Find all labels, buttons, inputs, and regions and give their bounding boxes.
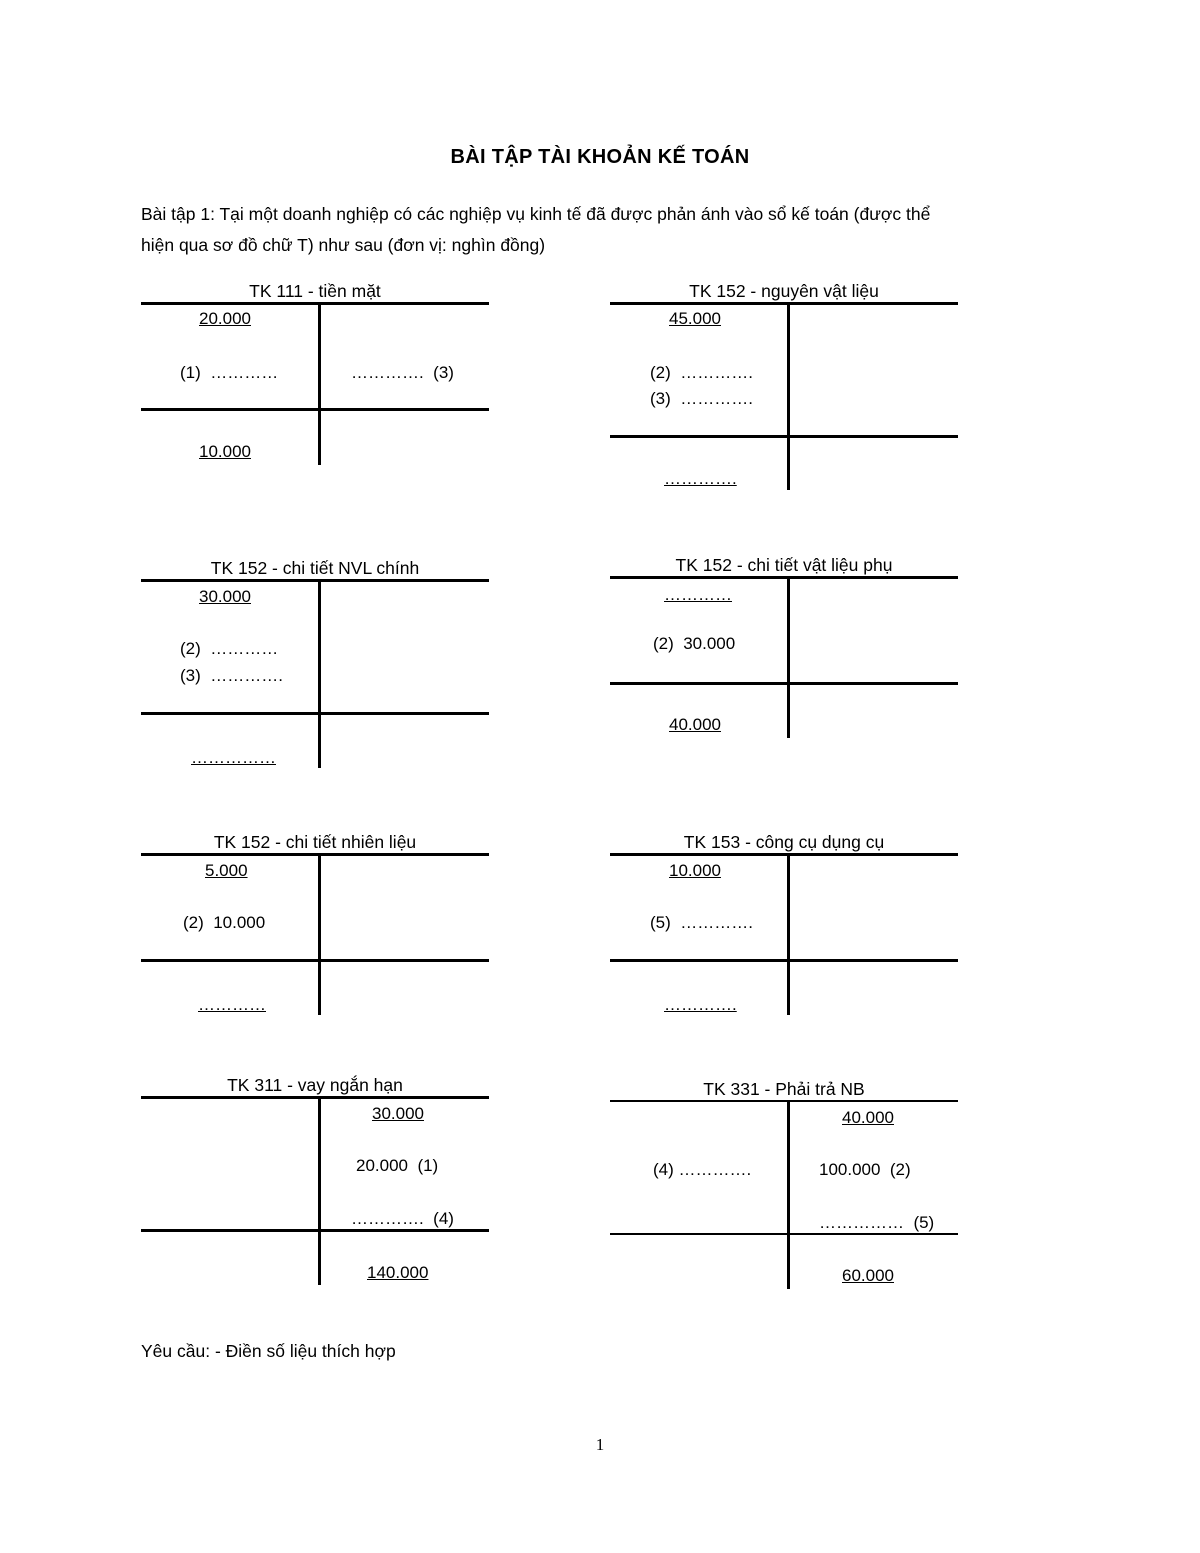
- closing-balance: 60.000: [842, 1266, 894, 1285]
- t-account-divider: [787, 302, 790, 490]
- opening-balance: 30.000: [372, 1104, 424, 1123]
- credit-entry-2: …………… (5): [819, 1213, 935, 1232]
- t-account-tk311: [141, 1075, 489, 1287]
- t-account-top-line: [141, 302, 489, 305]
- debit-entry-1: (2) 30.000: [653, 634, 736, 653]
- t-account-title: TK 152 - chi tiết nhiên liệu: [213, 832, 417, 852]
- t-account-tk152: [610, 281, 958, 491]
- closing-balance: ……………: [191, 748, 276, 767]
- t-account-balance-line: [610, 435, 958, 438]
- opening-balance: 45.000: [669, 309, 721, 328]
- t-account-top-line: [141, 579, 489, 582]
- t-account-title: TK 331 - Phải trả NB: [703, 1079, 865, 1099]
- credit-entry-1: …………. (3): [351, 363, 454, 382]
- t-account-tk152-vl-phu: [610, 555, 958, 740]
- page-number: 1: [595, 1435, 605, 1454]
- t-account-divider: [787, 576, 790, 738]
- debit-entry-1: (4) ………….: [653, 1160, 752, 1179]
- t-account-balance-line: [141, 1229, 489, 1232]
- t-account-top-line: [610, 576, 958, 579]
- t-account-divider: [318, 853, 321, 1015]
- debit-entry-2: (3) ………….: [180, 666, 283, 685]
- t-account-top-line: [610, 1100, 958, 1102]
- opening-balance: 40.000: [842, 1108, 894, 1127]
- t-account-top-line: [141, 853, 489, 856]
- t-account-top-line: [141, 1096, 489, 1099]
- closing-balance: …………: [198, 995, 266, 1014]
- opening-balance: 30.000: [199, 587, 251, 606]
- t-account-balance-line: [610, 959, 958, 962]
- debit-entry-1: (5) ………….: [650, 913, 753, 932]
- t-account-title: TK 111 - tiền mặt: [249, 281, 381, 301]
- exercise-intro: [141, 199, 1041, 261]
- credit-entry-1: 100.000 (2): [819, 1160, 911, 1179]
- t-account-tk153: [610, 832, 958, 1017]
- t-account-balance-line: [610, 1233, 958, 1235]
- closing-balance: 40.000: [669, 715, 721, 734]
- t-account-balance-line: [141, 408, 489, 411]
- t-account-top-line: [610, 853, 958, 856]
- t-account-divider: [318, 302, 321, 465]
- requirement-text: Yêu cầu: - Điền số liệu thích hợp: [141, 1341, 396, 1361]
- t-account-title: TK 152 - chi tiết NVL chính: [210, 558, 420, 578]
- t-account-title: TK 311 - vay ngắn hạn: [227, 1075, 403, 1095]
- t-account-tk152-nvl-chinh: [141, 558, 489, 770]
- closing-balance: 140.000: [367, 1263, 429, 1282]
- debit-entry-1: (1) …………: [180, 363, 279, 382]
- t-account-balance-line: [141, 712, 489, 715]
- t-account-divider: [787, 853, 790, 1015]
- closing-balance: ………….: [664, 995, 737, 1014]
- t-account-balance-line: [141, 959, 489, 962]
- t-account-divider: [318, 1096, 321, 1285]
- opening-balance: 20.000: [199, 309, 251, 328]
- t-account-tk152-nhien-lieu: [141, 832, 489, 1017]
- debit-entry-1: (2) 10.000: [183, 913, 266, 932]
- t-account-tk331: [610, 1079, 958, 1291]
- closing-balance: 10.000: [199, 442, 251, 461]
- t-account-top-line: [610, 302, 958, 305]
- page-title: BÀI TẬP TÀI KHOẢN KẾ TOÁN: [450, 146, 750, 168]
- t-account-divider: [787, 1100, 790, 1289]
- opening-balance: …………: [664, 585, 732, 604]
- t-account-title: TK 152 - chi tiết vật liệu phụ: [675, 555, 893, 575]
- credit-entry-2: …………. (4): [351, 1209, 454, 1228]
- intro-line-2: hiện qua sơ đồ chữ T) như sau (đơn vị: nghìn đồng): [141, 235, 546, 255]
- opening-balance: 5.000: [205, 861, 248, 880]
- closing-balance: ………….: [664, 469, 737, 488]
- t-account-divider: [318, 579, 321, 768]
- t-account-title: TK 152 - nguyên vật liệu: [689, 281, 879, 301]
- opening-balance: 10.000: [669, 861, 721, 880]
- debit-entry-1: (2) …………: [180, 639, 279, 658]
- debit-entry-1: (2) ………….: [650, 363, 753, 382]
- t-account-tk111: [141, 281, 489, 466]
- credit-entry-1: 20.000 (1): [356, 1156, 439, 1175]
- intro-line-1: Bài tập 1: Tại một doanh nghiệp có các nghiệp vụ kinh tế đã được phản ánh vào sổ kế toán (được thể: [141, 204, 931, 224]
- debit-entry-2: (3) ………….: [650, 389, 753, 408]
- t-account-balance-line: [610, 682, 958, 685]
- t-account-title: TK 153 - công cụ dụng cụ: [683, 832, 885, 852]
